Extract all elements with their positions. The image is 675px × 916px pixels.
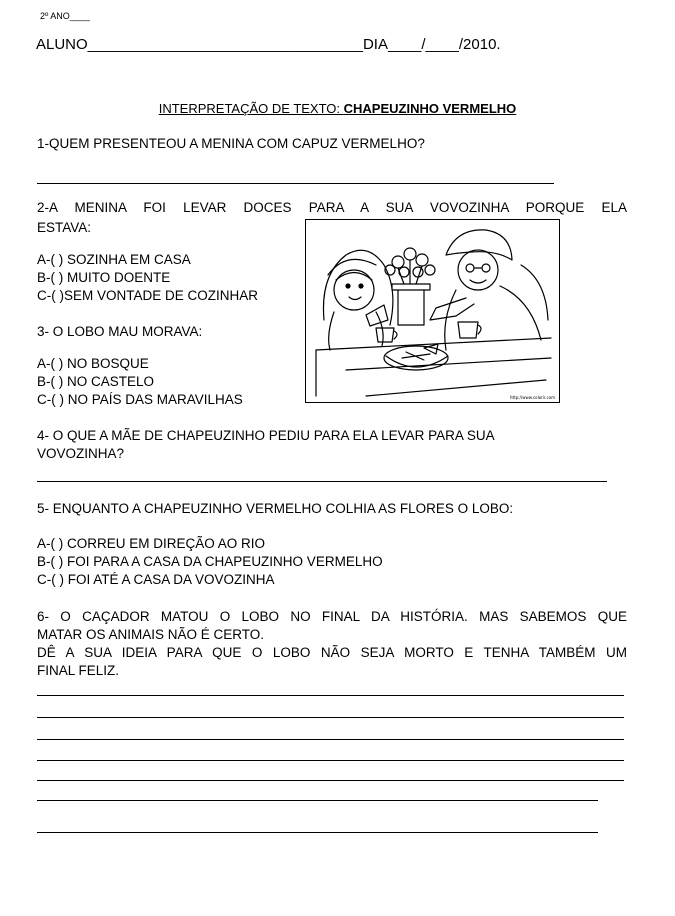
q3-option-c[interactable]: C-( ) NO PAÍS DAS MARAVILHAS [37, 392, 243, 407]
answer-line-q1[interactable] [37, 183, 554, 184]
title-story: CHAPEUZINHO VERMELHO [343, 101, 517, 116]
question-6-line-3: DÊ A SUA IDEIA PARA QUE O LOBO NÃO SEJA MORTO E TENHA TAMBÉM UM [37, 645, 627, 660]
question-2-line-2: ESTAVA: [37, 220, 92, 235]
q5-option-c[interactable]: C-( ) FOI ATÉ A CASA DA VOVOZINHA [37, 572, 275, 587]
answer-line-q6-5[interactable] [37, 780, 624, 781]
q3-option-a[interactable]: A-( ) NO BOSQUE [37, 356, 149, 371]
q5-option-a[interactable]: A-( ) CORREU EM DIREÇÃO AO RIO [37, 536, 266, 551]
illustration-drawing [306, 220, 559, 402]
answer-line-q6-2[interactable] [37, 717, 624, 718]
question-3: 3- O LOBO MAU MORAVA: [37, 324, 203, 339]
answer-line-q6-3[interactable] [37, 739, 624, 740]
page-title [0, 101, 675, 116]
red-riding-hood-and-grandma-illustration [305, 219, 560, 403]
question-4-line-2: VOVOZINHA? [37, 446, 125, 461]
illustration-credit: http://www.colorir.com [509, 395, 555, 400]
question-5: 5- ENQUANTO A CHAPEUZINHO VERMELHO COLHIA AS FLORES O LOBO: [37, 501, 514, 516]
question-2-line-1: 2-A MENINA FOI LEVAR DOCES PARA A SUA VOVOZINHA PORQUE ELA [37, 200, 627, 215]
student-name-date-line: ALUNO_________________________________DIA____/____/2010. [36, 36, 501, 53]
question-6-line-1: 6- O CAÇADOR MATOU O LOBO NO FINAL DA HISTÓRIA. MAS SABEMOS QUE [37, 609, 627, 624]
answer-line-q4[interactable] [37, 481, 607, 482]
question-6-line-2: MATAR OS ANIMAIS NÃO É CERTO. [37, 627, 265, 642]
q2-option-a[interactable]: A-( ) SOZINHA EM CASA [37, 252, 191, 267]
question-1: 1-QUEM PRESENTEOU A MENINA COM CAPUZ VERMELHO? [37, 136, 425, 151]
question-6-line-4: FINAL FELIZ. [37, 663, 120, 678]
q3-option-b[interactable]: B-( ) NO CASTELO [37, 374, 155, 389]
grade-label: 2º ANO____ [40, 11, 90, 21]
answer-line-q6-7[interactable] [37, 832, 598, 833]
title-prefix: INTERPRETAÇÃO DE TEXTO: [158, 101, 344, 116]
q2-option-b[interactable]: B-( ) MUITO DOENTE [37, 270, 171, 285]
answer-line-q6-6[interactable] [37, 800, 598, 801]
q2-option-c[interactable]: C-( )SEM VONTADE DE COZINHAR [37, 288, 259, 303]
answer-line-q6-4[interactable] [37, 760, 624, 761]
answer-line-q6-1[interactable] [37, 695, 624, 696]
question-4-line-1: 4- O QUE A MÃE DE CHAPEUZINHO PEDIU PARA ELA LEVAR PARA SUA [37, 428, 495, 443]
q5-option-b[interactable]: B-( ) FOI PARA A CASA DA CHAPEUZINHO VERMELHO [37, 554, 383, 569]
